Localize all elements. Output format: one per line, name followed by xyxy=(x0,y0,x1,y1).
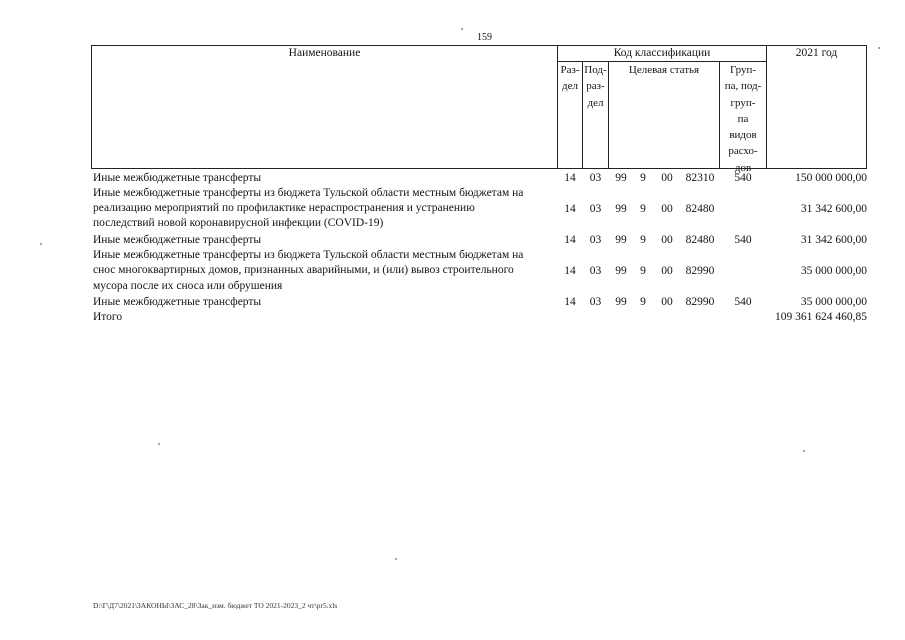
row-podrazdel: 03 xyxy=(589,203,602,215)
row-target-4: 82480 xyxy=(685,234,715,246)
row-razdel: 14 xyxy=(564,296,576,308)
row-target-3: 00 xyxy=(661,203,673,215)
row-target-1: 99 xyxy=(615,203,627,215)
row-amount: 150 000 000,00 xyxy=(795,172,867,184)
row-name: Иные межбюджетные трансферты xyxy=(93,172,262,184)
row-target-3: 00 xyxy=(661,265,673,277)
row-group: 540 xyxy=(734,172,752,184)
row-razdel: 14 xyxy=(564,234,576,246)
row-razdel: 14 xyxy=(564,203,576,215)
header-code: Код классификации xyxy=(613,47,711,59)
row-target-2: 9 xyxy=(640,172,646,184)
row-target-4: 82310 xyxy=(685,172,715,184)
row-name: Иные межбюджетные трансферты из бюджета Тульской области местным бюджетам на xyxy=(93,187,524,199)
row-podrazdel: 03 xyxy=(589,265,602,277)
row-target-1: 99 xyxy=(615,265,627,277)
row-target-2: 9 xyxy=(640,296,646,308)
row-target-1: 99 xyxy=(615,172,627,184)
row-amount: 35 000 000,00 xyxy=(800,265,867,277)
header-razdel: Раз- дел xyxy=(560,64,580,93)
row-target-4: 82990 xyxy=(685,296,715,308)
row-name: мусора после их сноса или обрушения xyxy=(93,280,283,292)
total-label: Итого xyxy=(93,311,123,323)
row-podrazdel: 03 xyxy=(589,234,602,246)
row-target-4: 82480 xyxy=(685,203,715,215)
page-number: 159 xyxy=(477,32,492,43)
scan-speck xyxy=(803,450,805,452)
file-path-footer: D:\Г\Д7\2021\ЗАКОНЫ\ЗАС_28\Зак_изм. бюджет ТО 2021-2023_2 чт\pr5.xls xyxy=(93,601,338,610)
row-razdel: 14 xyxy=(564,172,576,184)
row-amount: 31 342 600,00 xyxy=(800,203,867,215)
row-target-4: 82990 xyxy=(685,265,715,277)
row-target-1: 99 xyxy=(615,296,627,308)
row-name: реализацию мероприятий по профилактике нераспространения и устранению xyxy=(93,202,475,214)
row-target-3: 00 xyxy=(661,234,673,246)
row-group: 540 xyxy=(734,234,752,246)
scan-speck xyxy=(461,28,463,30)
row-group: 540 xyxy=(734,296,752,308)
row-name: Иные межбюджетные трансферты xyxy=(93,296,262,308)
row-podrazdel: 03 xyxy=(589,296,602,308)
row-name: Иные межбюджетные трансферты из бюджета Тульской области местным бюджетам на xyxy=(93,249,524,261)
row-name: снос многоквартирных домов, признанных аварийными, и (или) вывоз строительного xyxy=(93,264,514,276)
scan-speck xyxy=(40,243,42,245)
row-amount: 35 000 000,00 xyxy=(800,296,867,308)
row-target-3: 00 xyxy=(661,172,673,184)
header-target: Целевая статья xyxy=(628,64,700,76)
header-year: 2021 год xyxy=(795,47,838,59)
header-group: Груп- па, под- груп- па видов расхо- дов xyxy=(724,64,762,174)
row-target-2: 9 xyxy=(640,265,646,277)
row-target-2: 9 xyxy=(640,234,646,246)
row-target-1: 99 xyxy=(615,234,627,246)
header-divider xyxy=(766,45,767,169)
total-amount: 109 361 624 460,85 xyxy=(775,311,867,323)
header-podrazdel: Под- раз- дел xyxy=(584,64,607,109)
row-target-3: 00 xyxy=(661,296,673,308)
scan-speck xyxy=(158,443,160,445)
row-target-2: 9 xyxy=(640,203,646,215)
row-name: последствий новой коронавирусной инфекции (COVID-19) xyxy=(93,217,384,229)
header-name: Наименование xyxy=(288,47,361,59)
scan-speck xyxy=(395,558,397,560)
row-razdel: 14 xyxy=(564,265,576,277)
row-podrazdel: 03 xyxy=(589,172,602,184)
scan-speck xyxy=(878,47,880,49)
row-name: Иные межбюджетные трансферты xyxy=(93,234,262,246)
row-amount: 31 342 600,00 xyxy=(800,234,867,246)
